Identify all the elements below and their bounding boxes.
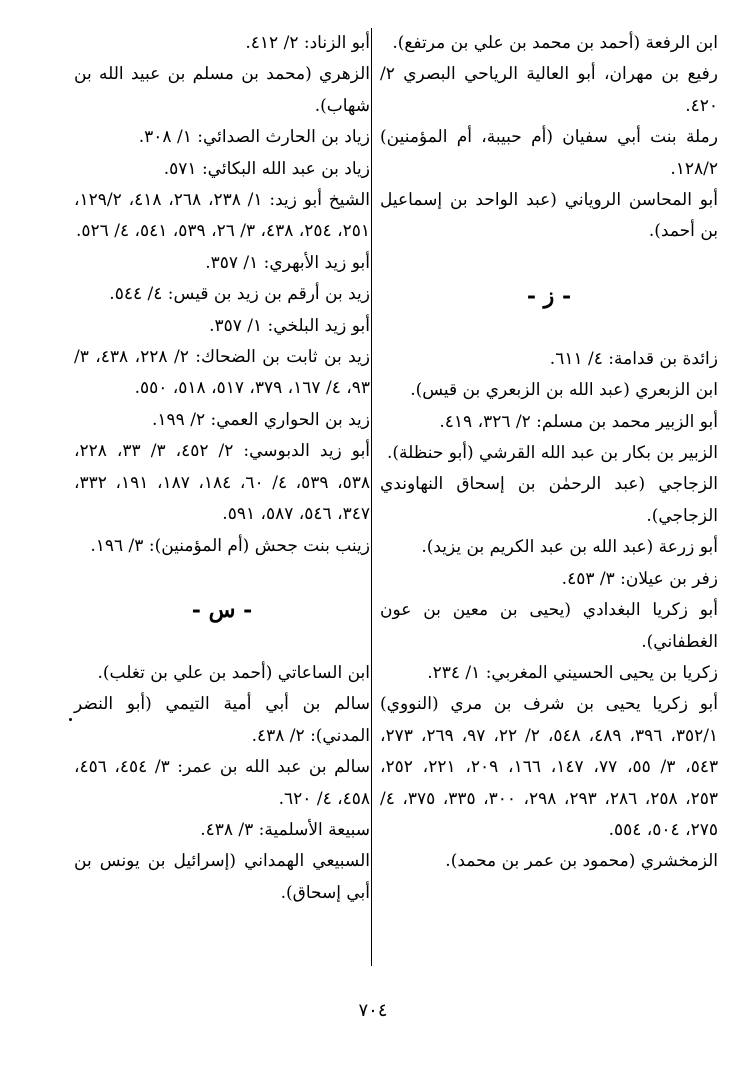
index-column-right — [380, 28, 718, 878]
index-entry: الشيخ أبو زيد: ١/ ٢٣٨، ٢٦٨، ٤١٨، ١٢٩/٢، ٢٥١، ٢٥٤، ٤٣٨، ٣/ ٢٦، ٥٣٩، ٥٤١، ٤/ ٥٢٦. — [74, 190, 370, 242]
index-entry: أبو الزبير محمد بن مسلم: ٢/ ٣٢٦، ٤١٩. — [439, 411, 718, 432]
index-entry: أبو المحاسن الروياني (عبد الواحد بن إسماعيل بن أحمد). — [380, 190, 718, 242]
index-entry: زياد بن الحارث الصدائي: ١/ ٣٠٨. — [138, 127, 370, 148]
index-entry: زفر بن عيلان: ٣/ ٤٥٣. — [561, 568, 718, 589]
index-entry: زائدة بن قدامة: ٤/ ٦١١. — [549, 348, 718, 369]
index-entry: الزهري (محمد بن مسلم بن عبيد الله بن شهاب). — [74, 64, 370, 116]
stray-mark — [69, 718, 72, 721]
index-entry: رملة بنت أبي سفيان (أم حبيبة، أم المؤمنين) ١٢٨/٢. — [380, 127, 718, 179]
letter-heading-zay: - ز - — [526, 282, 572, 309]
index-entry: ابن الساعاتي (أحمد بن علي بن تغلب). — [97, 662, 370, 683]
index-entry: الزمخشري (محمود بن عمر بن محمد). — [445, 851, 718, 872]
page-number: ٧٠٤ — [358, 1000, 388, 1021]
index-entry: زكريا بن يحيى الحسيني المغربي: ١/ ٢٣٤. — [427, 662, 718, 683]
index-entry: أبو زكريا البغدادي (يحيى بن معين بن عون الغطفاني). — [380, 600, 718, 652]
index-entry: زيد بن الحواري العمي: ٢/ ١٩٩. — [152, 409, 370, 430]
index-entry: أبو زرعة (عبد الله بن عبد الكريم بن يزيد). — [421, 537, 718, 558]
index-entry: الزبير بن بكار بن عبد الله القرشي (أبو حنظلة). — [387, 443, 718, 464]
index-entry: أبو زيد البلخي: ١/ ٣٥٧. — [209, 315, 370, 336]
index-column-left — [74, 28, 370, 909]
entries-after-heading — [380, 344, 718, 878]
index-entry: زيد بن أرقم بن زيد بن قيس: ٤/ ٥٤٤. — [109, 284, 370, 305]
index-entry: ابن الرفعة (أحمد بن محمد بن علي بن مرتفع). — [392, 33, 718, 53]
index-entry: السبيعي الهمداني (إسرائيل بن يونس بن أبي إسحاق). — [74, 851, 370, 903]
index-entry: زينب بنت جحش (أم المؤمنين): ٣/ ١٩٦. — [90, 535, 370, 556]
index-entry: أبو زيد الدبوسي: ٢/ ٤٥٢، ٣/ ٣٣، ٢٢٨، ٥٣٨، ٥٣٩، ٤/ ٦٠، ١٨٤، ١٨٧، ١٩١، ٣٣٢، ٣٤٧، ٥٤٦، ٥٨٧، ٥٩١. — [74, 441, 371, 525]
index-entry: أبو زيد الأبهري: ١/ ٣٥٧. — [205, 252, 370, 273]
index-entry: زياد بن عبد الله البكائي: ٥٧١. — [163, 158, 370, 179]
index-entry: ابن الزبعري (عبد الله بن الزبعري بن قيس). — [410, 380, 718, 401]
index-entry: زيد بن ثابت بن الضحاك: ٢/ ٢٢٨، ٤٣٨، ٣/ ٩٣، ٤/ ١٦٧، ٣٧٩، ٥١٧، ٥١٨، ٥٥٠. — [74, 347, 371, 399]
entries-after-heading — [74, 658, 370, 909]
index-entry: أبو زكريا يحيى بن شرف بن مري (النووي) ٣٥٢/١، ٣٩٦، ٤٨٩، ٥٤٨، ٢/ ٢٢، ٩٧، ٢٦٩، ٢٧٣، ٥٤٣، ٣/ ٥٥، ٧٧، ١٤٧، ١٦٦، ٢٠٩، ٢٢١، ٢٥٢، ٢٥٣، ٢٥٨، ٢٨٦، ٢٩٣، ٢٩٨، ٣٠٠، ٣٣٥، ٣٧٥، ٤/ ٢٧٥، ٥٠٤، ٥٥٤. — [380, 694, 719, 840]
entries-before-heading — [74, 28, 370, 562]
index-entry: سالم بن أبي أمية التيمي (أبو النضر المدني): ٢/ ٤٣٨. — [74, 694, 370, 746]
column-divider — [371, 28, 372, 966]
index-entry: سالم بن عبد الله بن عمر: ٣/ ٤٥٤، ٤٥٦، ٤٥٨، ٤/ ٦٢٠. — [74, 757, 371, 809]
index-entry: أبو الزناد: ٢/ ٤١٢. — [245, 33, 370, 53]
index-entry: سبيعة الأسلمية: ٣/ ٤٣٨. — [200, 819, 370, 840]
index-entry: الزجاجي (عبد الرحمٰن بن إسحاق النهاوندي الزجاجي). — [380, 474, 718, 526]
letter-heading-sin: - س - — [191, 596, 253, 623]
entries-before-heading — [380, 28, 718, 248]
index-entry: رفيع بن مهران، أبو العالية الرياحي البصري ٢/ ٤٢٠. — [380, 64, 718, 116]
